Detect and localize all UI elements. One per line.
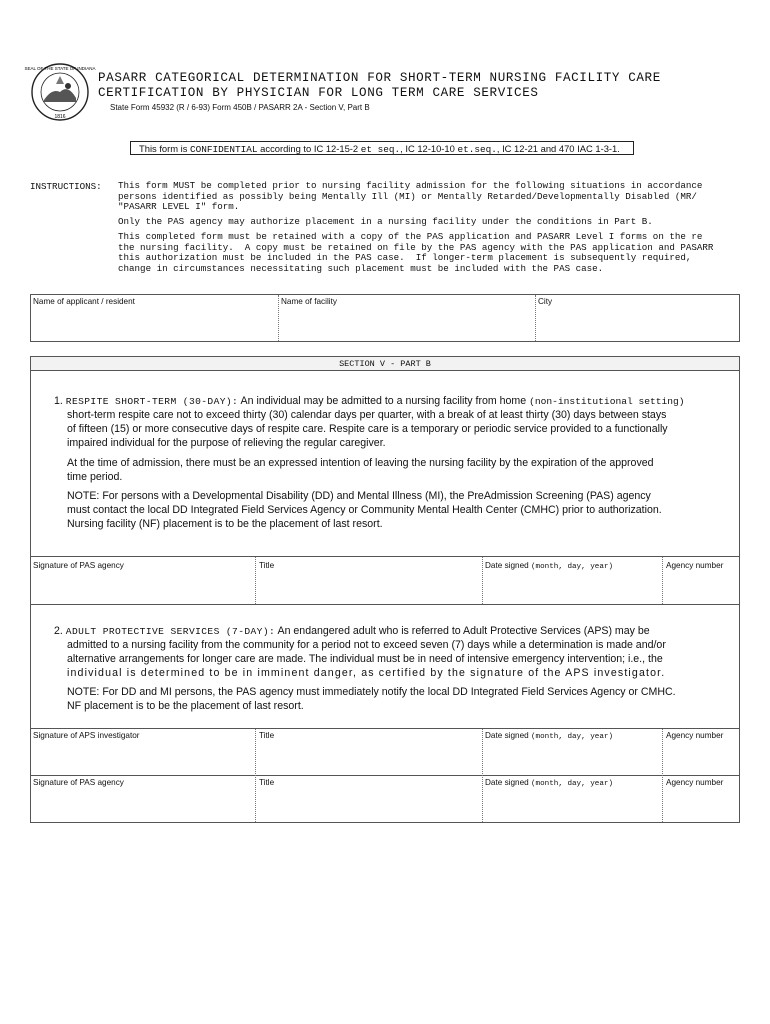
instructions-p2: Only the PAS agency may authorize placement in a nursing facility under the conditions in Part B. xyxy=(118,216,653,227)
facility-name-field[interactable] xyxy=(281,309,531,339)
instructions-p1-line1: This form MUST be completed prior to nursing facility admission for the following situations in accordance xyxy=(118,180,703,191)
item1-line1: 1. RESPITE SHORT-TERM (30-DAY): An individual may be admitted to a nursing facility from home (non-institutional setting) xyxy=(54,395,685,407)
item1-line4: impaired individual for the purpose of relieving the regular caregiver. xyxy=(67,437,386,449)
item1-title-field[interactable] xyxy=(259,573,477,601)
item1-date-field[interactable] xyxy=(485,573,658,601)
item2-note-line1: NOTE: For DD and MI persons, the PAS agency must immediately notify the local DD Integrated Field Services Agency or CMHC. xyxy=(67,686,676,698)
item1-agency-field[interactable] xyxy=(666,573,736,601)
state-seal-icon xyxy=(24,62,96,122)
item2-aps-agency-field[interactable] xyxy=(666,743,736,772)
item2-aps-agency-label: Agency number xyxy=(666,731,724,740)
item1-signature-label: Signature of PAS agency xyxy=(33,561,124,570)
confidential-notice: This form is CONFIDENTIAL according to IC 12-15-2 et seq., IC 12-10-10 et.seq., IC 12-21 and 470 IAC 1-3-1. xyxy=(130,141,634,155)
item2-aps-title-field[interactable] xyxy=(259,743,477,772)
item2-line4: individual is determined to be in imminent danger, as certified by the signature of the APS investigator. xyxy=(67,667,666,679)
item1-sig-bottom-rule xyxy=(30,604,740,605)
facility-name-label: Name of facility xyxy=(281,297,337,306)
instructions-p3-line1: This completed form must be retained with a copy of the PAS application and PASARR Level I forms on the re xyxy=(118,231,703,242)
item2-pas-agency-field[interactable] xyxy=(666,790,736,819)
item1-note-line3: Nursing facility (NF) placement is to be the placement of last resort. xyxy=(67,518,383,530)
item2-pas-date-field[interactable] xyxy=(485,790,658,819)
item2-sig-top-rule xyxy=(30,728,740,729)
item1-title-label: Title xyxy=(259,561,275,570)
item2-line1: 2. ADULT PROTECTIVE SERVICES (7-DAY): An endangered adult who is referred to Adult Protective Services (APS) may be xyxy=(54,625,650,637)
item1-note-line2: must contact the local DD Integrated Field Services Agency or Community Mental Health Center (CMHC) prior to authorization. xyxy=(67,504,662,516)
form-title-line-2: CERTIFICATION BY PHYSICIAN FOR LONG TERM CARE SERVICES xyxy=(98,86,539,100)
item2-sig-mid-rule xyxy=(30,775,740,776)
form-title-line-1: PASARR CATEGORICAL DETERMINATION FOR SHORT-TERM NURSING FACILITY CARE xyxy=(98,71,661,85)
item1-note-line1: NOTE: For persons with a Developmental Disability (DD) and Mental Illness (MI), the PreAdmission Screening (PAS) agency xyxy=(67,490,651,502)
city-field[interactable] xyxy=(538,309,736,339)
item1-agency-label: Agency number xyxy=(666,561,724,570)
item2-pas-signature-label: Signature of PAS agency xyxy=(33,778,124,787)
svg-text:SEAL OF THE STATE OF INDIANA: SEAL OF THE STATE OF INDIANA xyxy=(24,66,96,71)
applicant-name-field[interactable] xyxy=(33,309,275,339)
instructions-p1-line2: persons identified as possibly being Mentally Ill (MI) or Mentally Retarded/Developmentally Disabled (MR/ xyxy=(118,190,697,202)
svg-text:1816: 1816 xyxy=(54,114,66,120)
item2-aps-title-label: Title xyxy=(259,731,275,740)
item1-line2: short-term respite care not to exceed thirty (30) calendar days per quarter, with a break of at least thirty (30) days between stays xyxy=(67,409,667,421)
item2-note-line2: NF placement is to be the placement of last resort. xyxy=(67,700,304,712)
item2-aps-signature-field[interactable] xyxy=(33,743,251,772)
item2-sig-divider-1 xyxy=(255,729,256,822)
instructions-p3-line4: change in circumstances necessitating such placement must be included with the PAS case. xyxy=(118,262,604,274)
section-header: SECTION V - PART B xyxy=(30,356,740,371)
item1-line3: of fifteen (15) or more consecutive days of respite care. Respite care is a temporary or periodic service provided to a functionally xyxy=(67,423,668,435)
item2-line2: admitted to a nursing facility from the community for a period not to exceed seven (7) days while a determination is made and/or xyxy=(67,639,666,651)
instructions-label: INSTRUCTIONS: xyxy=(30,181,102,192)
instructions-p3-line2: the nursing facility. A copy must be retained on file by the PAS agency with the PAS application and PASARR xyxy=(118,241,714,253)
item2-aps-date-field[interactable] xyxy=(485,743,658,772)
instructions-p3-line3: this authorization must be included in the PAS case. If longer-term placement is subsequently required, xyxy=(118,252,692,263)
item2-line3: alternative arrangements for longer care are made. The individual must be in need of intensive emergency intervention; i.e., the xyxy=(67,653,663,665)
item2-pas-agency-label: Agency number xyxy=(666,778,724,787)
applicant-table-divider-1 xyxy=(278,295,279,341)
item1-sig-divider-2 xyxy=(482,557,483,604)
item1-sig-divider-1 xyxy=(255,557,256,604)
item2-aps-date-label: Date signed (month, day, year) xyxy=(485,731,614,741)
form-subtitle: State Form 45932 (R / 6-93) Form 450B / PASARR 2A - Section V, Part B xyxy=(110,103,370,112)
applicant-table-divider-2 xyxy=(535,295,536,341)
applicant-name-label: Name of applicant / resident xyxy=(33,297,135,306)
instructions-p1-line3: "PASARR LEVEL I" form. xyxy=(118,201,240,212)
city-label: City xyxy=(538,297,553,306)
item2-aps-signature-label: Signature of APS investigator xyxy=(33,731,140,740)
item2-sig-divider-2 xyxy=(482,729,483,822)
item2-pas-signature-field[interactable] xyxy=(33,790,251,819)
item1-p2-line1: At the time of admission, there must be an expressed intention of leaving the nursing facility by the expiration of the approved xyxy=(67,457,654,469)
item2-pas-title-field[interactable] xyxy=(259,790,477,819)
item2-sig-divider-3 xyxy=(662,729,663,822)
item1-p2-line2: time period. xyxy=(67,471,123,483)
item1-sig-divider-3 xyxy=(662,557,663,604)
item1-signature-field[interactable] xyxy=(33,573,251,601)
item2-pas-date-label: Date signed (month, day, year) xyxy=(485,778,614,788)
item2-pas-title-label: Title xyxy=(259,778,275,787)
item1-date-label: Date signed (month, day, year) xyxy=(485,561,614,571)
item1-sig-top-rule xyxy=(30,556,740,557)
